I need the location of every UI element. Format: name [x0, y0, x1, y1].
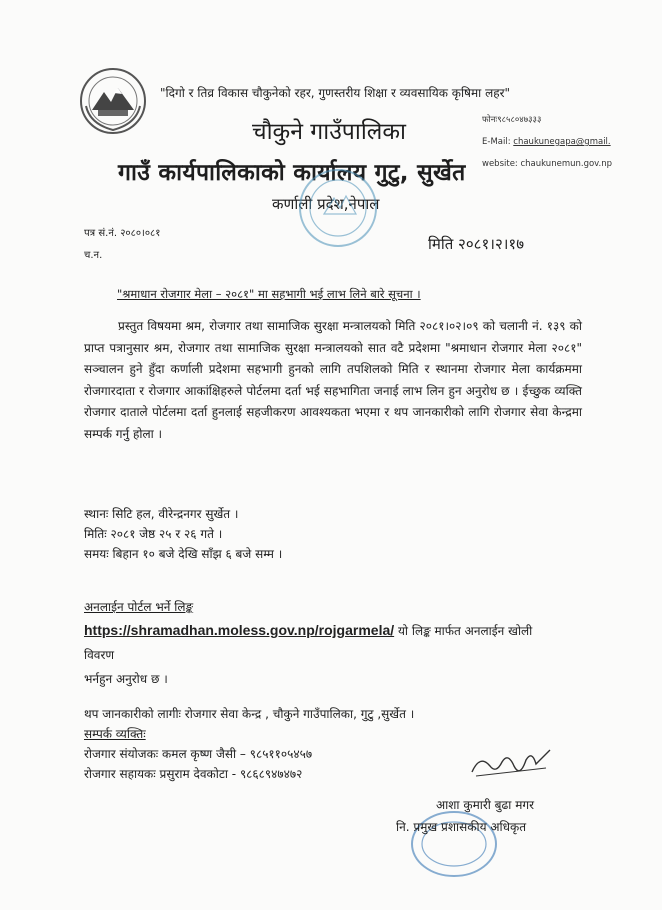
portal-heading: अनलाईन पोर्टल भर्ने लिङ्क	[84, 600, 194, 614]
website: website: chaukunemun.gov.np	[482, 159, 613, 169]
office-name: गाउँ कार्यपालिकाको कार्यालय गुटु, सुर्खेत	[118, 160, 466, 186]
portal-section	[84, 597, 532, 689]
portal-line-3: भर्नहुन अनुरोध छ ।	[84, 672, 168, 686]
portal-link-suffix: यो लिङ्क मार्फत अनलाईन खोली	[394, 624, 533, 638]
time-line: समयः बिहान १० बजे देखि साँझ ६ बजे सम्म ।	[84, 547, 283, 561]
email-value: chaukunegapa@gmail.	[513, 137, 611, 147]
subject-line: "श्रमाधान रोजगार मेला – २०८१" मा सहभागी भई लाभ लिने बारे सूचना ।	[117, 287, 421, 301]
email	[482, 137, 611, 147]
contact-heading: सम्पर्क व्यक्तिः	[84, 727, 146, 741]
date-line: मितिः २०८१ जेष्ठ २५ र २६ गते ।	[84, 527, 223, 541]
municipality-name: चौकुने गाउँपालिका	[252, 119, 407, 145]
phone-number: फोनः९८५८०४७३३३	[482, 115, 542, 125]
contact-section	[84, 704, 414, 784]
body-text: प्रस्तुत विषयमा श्रम, रोजगार तथा सामाजिक सुरक्षा मन्त्रालयको मिति २०८१।०२।०९ को चलानी नं. १३९ को प्राप्त पत्रानुसार श्रम, रोजगार तथा सामाजिक सुरक्षा मन्त्रालयको सात वटै प्रदेशमा "श्रमाधान रोजगार मेला २०८१" सञ्चालन हुने हुँदा कर्णाली प्रदेशमा सहभागी हुनको लागि तपशिलको मिति र स्थानमा रोजगार मेला कार्यक्रममा रोजगारदाता र रोजगार आकांक्षिहरुले पोर्टलमा दर्ता भई सहभागिता जनाई लाभ लिन हुन अनुरोध छ । ईच्छुक व्यक्ति रोजगार दाताले पोर्टलमा दर्ता हुनलाई सहजीकरण आवश्यकता भएमा र थप जानकारीको लागि रोजगार सेवा केन्द्रमा सम्पर्क गर्नु होला ।	[84, 319, 582, 441]
office-stamp-icon	[296, 166, 380, 250]
body-paragraph	[84, 316, 582, 445]
more-info-line: थप जानकारीको लागीः रोजगार सेवा केन्द्र , चौकुने गाउँपालिका, गुटु ,सुर्खेत ।	[84, 707, 415, 721]
venue-line: स्थानः सिटि हल, वीरेन्द्रनगर सुर्खेत ।	[84, 507, 239, 521]
signer-title: नि. प्रमुख प्रशासकीय अधिकृत	[396, 820, 527, 834]
letter-date: मिति २०८१।२।१७	[428, 235, 525, 253]
signer-name: आशा कुमारी बुढा मगर	[436, 798, 535, 812]
email-label: E-Mail:	[482, 137, 511, 147]
slogan: "दिगो र तिव्र विकास चौकुनेको रहर, गुणस्तरीय शिक्षा र व्यवसायिक कृषिमा लहर"	[160, 86, 511, 100]
event-details	[84, 504, 282, 564]
province-name: कर्णाली प्रदेश,नेपाल	[272, 195, 380, 213]
letter-number: पत्र सं.नं. २०८०।०८१	[84, 228, 161, 239]
coordinator-line: रोजगार संयोजकः कमल कृष्ण जैसी – ९८५११०५४५७	[84, 747, 313, 761]
municipality-emblem-icon	[78, 66, 148, 136]
signature-icon	[466, 744, 556, 784]
portal-link[interactable]: https://shramadhan.moless.gov.np/rojgarmela/	[84, 622, 395, 638]
portal-line-2: विवरण	[84, 648, 115, 662]
dispatch-number: च.न.	[84, 250, 103, 261]
assistant-line: रोजगार सहायकः प्रसुराम देवकोटा - ९८६८९४७४७२	[84, 767, 303, 781]
